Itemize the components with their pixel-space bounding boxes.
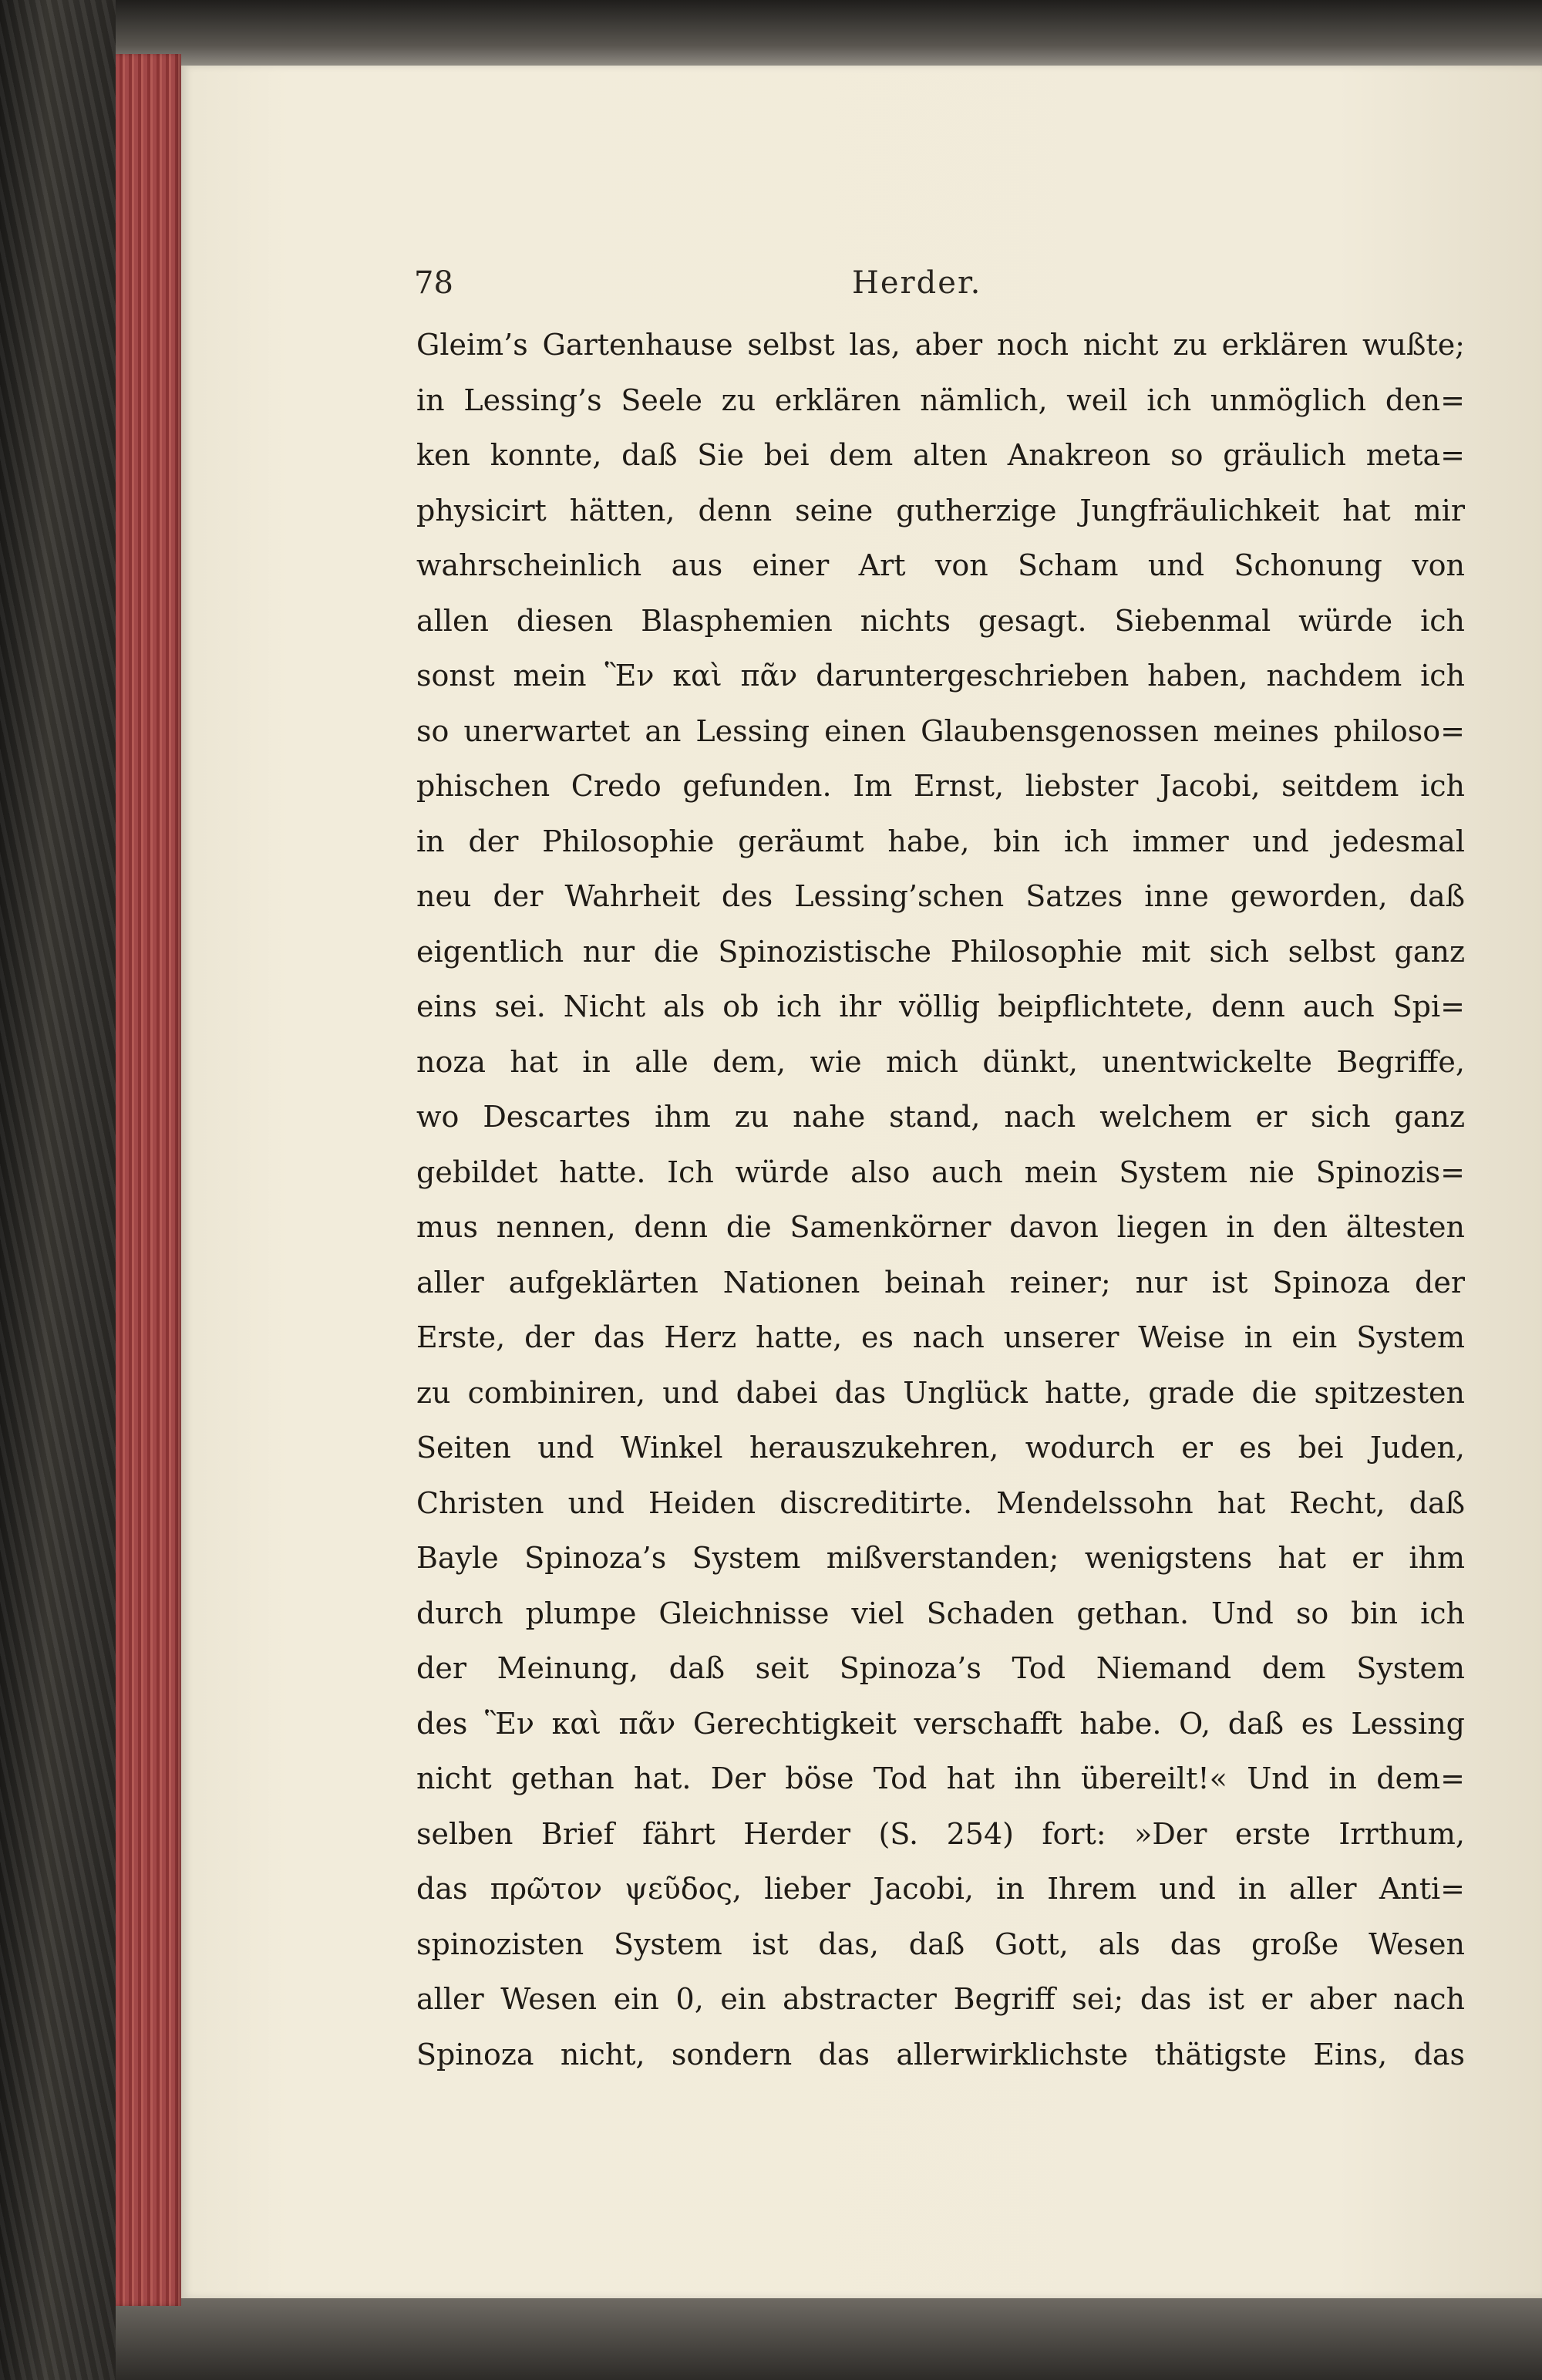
text-line: Erste, der das Herz hatte, es nach unserer Weise in ein System [416,1320,1465,1354]
text-line: mus nennen, denn die Samenkörner davon liegen in den ältesten [416,1210,1465,1244]
text-line: noza hat in alle dem, wie mich dünkt, unentwickelte Begriffe, [416,1044,1465,1079]
text-line: in Lessing’s Seele zu erklären nämlich, weil ich unmöglich den= [416,383,1465,417]
text-line: eins sei. Nicht als ob ich ihr völlig beipflichtete, denn auch Spi= [416,989,1465,1023]
text-line: aller aufgeklärten Nationen beinah reiner; nur ist Spinoza der [416,1265,1465,1300]
text-line: wahrscheinlich aus einer Art von Scham und Schonung von [416,548,1465,582]
page-number: 78 [414,265,453,301]
text-line: Spinoza nicht, sondern das allerwirklichste thätigste Eins, das [416,2037,1465,2072]
top-background [116,0,1542,66]
text-line: in der Philosophie geräumt habe, bin ich immer und jedesmal [416,824,1465,858]
text-line: sonst mein Ἓν καὶ πᾶν daruntergeschrieben haben, nachdem ich [416,659,1465,693]
text-line: allen diesen Blasphemien nichts gesagt. Siebenmal würde ich [416,603,1465,638]
text-line: phischen Credo gefunden. Im Ernst, liebster Jacobi, seitdem ich [416,769,1465,803]
text-line: der Meinung, daß seit Spinoza’s Tod Niemand dem System [416,1651,1465,1685]
page-edges [116,54,181,2306]
text-line: spinozisten System ist das, daß Gott, als das große Wesen [416,1927,1465,1961]
text-line: wo Descartes ihm zu nahe stand, nach welchem er sich ganz [416,1100,1465,1134]
text-line: Gleim’s Gartenhause selbst las, aber noch nicht zu erklären wußte; [416,328,1465,362]
book-cover [0,0,116,2380]
page-header [235,264,1453,302]
text-line: aller Wesen ein 0, ein abstracter Begriff sei; das ist er aber nach [416,1982,1465,2016]
body-text [416,318,1465,2082]
text-line: ken konnte, daß Sie bei dem alten Anakreon so gräulich meta= [416,438,1465,472]
text-line: neu der Wahrheit des Lessing’schen Satzes inne geworden, daß [416,879,1465,913]
text-line: durch plumpe Gleichnisse viel Schaden gethan. Und so bin ich [416,1596,1465,1630]
text-line: Bayle Spinoza’s System mißverstanden; wenigstens hat er ihm [416,1541,1465,1575]
text-line: eigentlich nur die Spinozistische Philosophie mit sich selbst ganz [416,934,1465,969]
running-head: Herder. [852,265,982,301]
bottom-background [116,2298,1542,2380]
text-line: des Ἓν καὶ πᾶν Gerechtigkeit verschafft habe. O, daß es Lessing [416,1706,1465,1741]
text-line: so unerwartet an Lessing einen Glaubensgenossen meines philoso= [416,713,1465,748]
text-line: das πρῶτον ψεῦδος, lieber Jacobi, in Ihrem und in aller Anti= [416,1872,1465,1906]
text-line: physicirt hätten, denn seine gutherzige Jungfräulichkeit hat mir [416,493,1465,528]
text-line: gebildet hatte. Ich würde also auch mein System nie Spinozis= [416,1155,1465,1189]
text-line: selben Brief fährt Herder (S. 254) fort: »Der erste Irrthum, [416,1816,1465,1851]
text-line: nicht gethan hat. Der böse Tod hat ihn übereilt!« Und in dem= [416,1761,1465,1795]
text-line: zu combiniren, und dabei das Unglück hatte, grade die spitzesten [416,1375,1465,1410]
text-line: Christen und Heiden discreditirte. Mendelssohn hat Recht, daß [416,1485,1465,1520]
text-line: Seiten und Winkel herauszukehren, wodurch er es bei Juden, [416,1431,1465,1465]
